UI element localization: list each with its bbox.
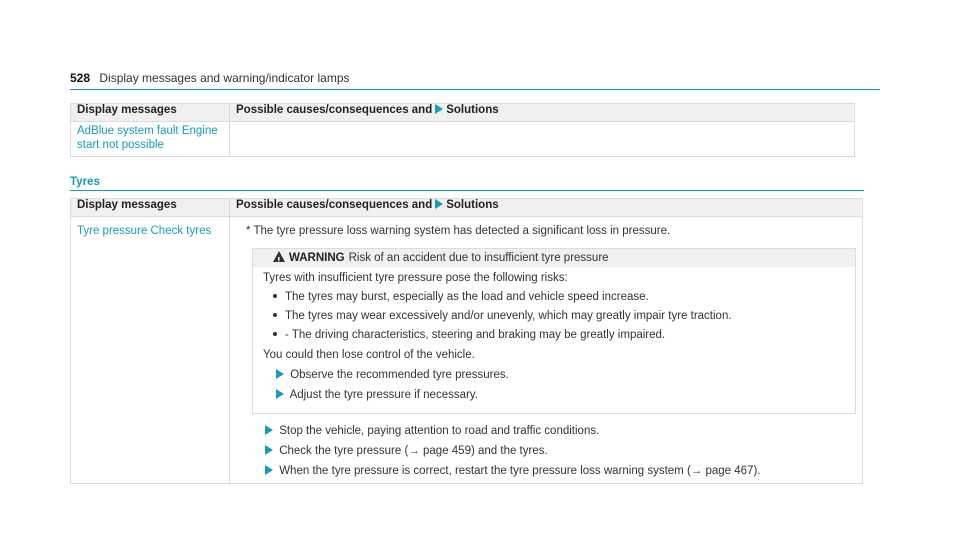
- solution-arrow-icon: [435, 104, 443, 114]
- warning-title: Risk of an accident due to insufficient tyre pressure: [348, 252, 609, 264]
- display-message-line: AdBlue system fault Engine: [77, 125, 218, 137]
- warning-header: [253, 249, 855, 267]
- section-title-tyres: Tyres: [70, 176, 864, 191]
- warning-box: [252, 248, 856, 414]
- step-arrow-icon: [276, 389, 284, 399]
- intro-text: * The tyre pressure loss warning system has detected a significant loss in pressure.: [246, 225, 671, 237]
- warning-triangle-icon: [273, 251, 285, 262]
- list-item: [263, 309, 845, 323]
- list-item: [263, 328, 845, 342]
- display-messages-table-adblue: [70, 103, 855, 157]
- bullet-icon: [273, 313, 277, 317]
- display-message-line: start not possible: [77, 139, 164, 151]
- list-item: [263, 290, 845, 304]
- bullet-icon: [273, 294, 277, 298]
- table-header-row: [71, 104, 855, 122]
- causes-cell: [230, 217, 863, 484]
- warning-body: [253, 267, 855, 413]
- list-item-text: - The driving characteristics, steering and braking may be greatly impaired.: [285, 329, 666, 341]
- step-text: Stop the vehicle, paying attention to road and traffic conditions.: [279, 425, 600, 437]
- list-item: [252, 444, 856, 458]
- list-item: [252, 424, 856, 438]
- step-arrow-icon: [276, 369, 284, 379]
- list-item-text: The tyres may burst, especially as the load and vehicle speed increase.: [285, 291, 649, 303]
- list-item: [263, 388, 845, 402]
- display-message-cell: [71, 122, 230, 157]
- display-message-tyre-pressure: Tyre pressure Check tyres: [77, 225, 212, 237]
- page-header-title: Display messages and warning/indicator lamps: [99, 71, 350, 85]
- column-header-causes: [230, 104, 855, 122]
- step-text: Check the tyre pressure (→ page 459) and the tyres.: [279, 445, 548, 457]
- warning-intro: Tyres with insufficient tyre pressure pose the following risks:: [263, 272, 568, 284]
- step-text: Observe the recommended tyre pressures.: [290, 369, 509, 381]
- table-header-row: [71, 199, 863, 217]
- warning-consequence: You could then lose control of the vehicle.: [263, 349, 475, 361]
- display-messages-table-tyres: [70, 198, 863, 484]
- column-header-solutions-label: Solutions: [446, 104, 499, 116]
- column-header-causes-label: Possible causes/consequences and: [236, 104, 433, 116]
- page-header: [70, 72, 880, 90]
- column-header-display-messages: Display messages: [71, 104, 230, 122]
- list-item: [252, 464, 856, 478]
- list-item: [263, 368, 845, 382]
- column-header-display-messages: Display messages: [71, 199, 230, 217]
- step-arrow-icon: [265, 465, 273, 475]
- step-text: When the tyre pressure is correct, restart the tyre pressure loss warning system (→ page 467).: [279, 465, 761, 477]
- step-arrow-icon: [265, 445, 273, 455]
- step-arrow-icon: [265, 425, 273, 435]
- column-header-solutions-label: Solutions: [446, 199, 499, 211]
- step-text: Adjust the tyre pressure if necessary.: [289, 389, 478, 401]
- causes-cell: [230, 122, 855, 157]
- column-header-causes-label: Possible causes/consequences and: [236, 199, 433, 211]
- bullet-icon: [273, 332, 277, 336]
- solution-arrow-icon: [435, 199, 443, 209]
- display-message-cell: [71, 217, 230, 484]
- solution-steps: [252, 424, 856, 478]
- table-row: [71, 122, 855, 157]
- warning-label: WARNING: [289, 252, 345, 264]
- table-row: [71, 217, 863, 484]
- list-item-text: The tyres may wear excessively and/or unevenly, which may greatly impair tyre traction.: [285, 310, 732, 322]
- column-header-causes: [230, 199, 863, 217]
- page-number: 528: [70, 71, 91, 85]
